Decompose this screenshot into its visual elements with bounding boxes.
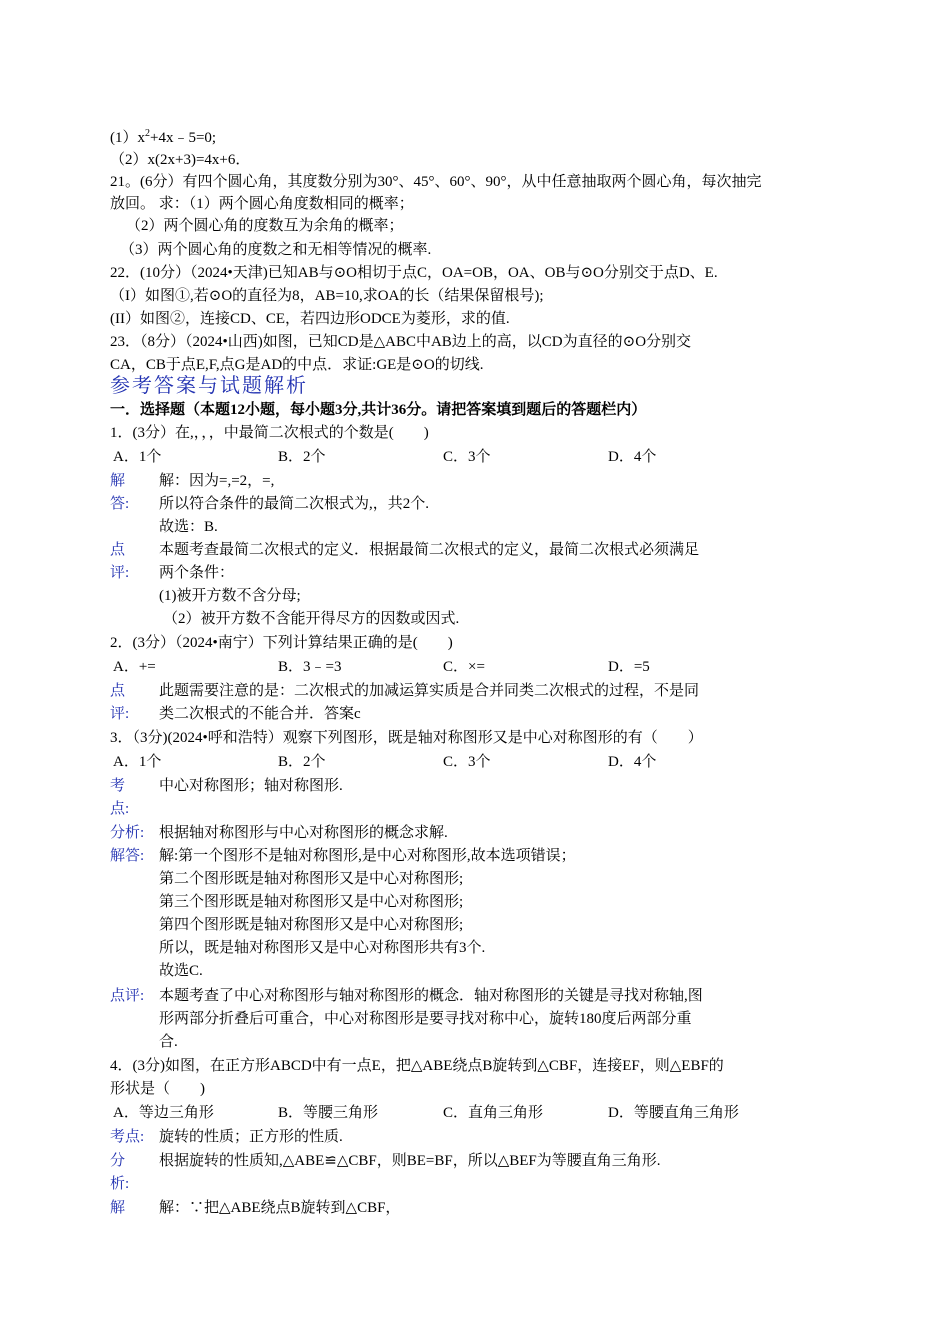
q3-solution-line: 第二个图形既是轴对称图形又是中心对称图形; [159,871,464,887]
q4-option-c: C．直角三角形 [443,1105,544,1121]
q1-stem: 1．(3分）在,，，，中最简二次根式的个数是( ) [110,425,429,441]
q3-option-b: B．2个 [278,754,326,770]
q3-comment-line: 合. [159,1034,178,1050]
q4-option-b: B．等腰三角形 [278,1105,379,1121]
q2-option-c: C．×= [443,659,485,675]
q2-comment-line: 类二次根式的不能合并．答案c [159,706,361,722]
question-21: 21。(6分）有四个圆心角，其度数分别为30°、45°、60°、90°，从中任意抽取两个圆心角，每次抽完 [110,174,762,190]
q4-keypoint-label: 考点: [110,1129,145,1145]
q4-stem-cont: 形状是（ ) [110,1081,205,1097]
q1-comment-label: 点 [110,542,126,558]
q3-solution-line: 所以，既是轴对称图形又是中心对称图形共有3个. [159,940,486,956]
line-eq2: （2）x(2x+3)=4x+6． [110,152,251,168]
q3-solution-line: 第四个图形既是轴对称图形又是中心对称图形; [159,917,464,933]
q1-answer-line: 故选：B. [159,519,218,535]
q3-option-c: C．3个 [443,754,491,770]
q1-comment-line: 本题考查最简二次根式的定义．根据最简二次根式的定义，最简二次根式必须满足 [159,542,700,558]
q4-analysis: 根据旋转的性质知,△ABE≌△CBF，则BE=BF，所以△BEF为等腰直角三角形. [159,1153,661,1169]
q2-comment-label-2: 评: [110,706,130,722]
q3-keypoint-label: 考 [110,778,126,794]
q3-keypoint-label-2: 点: [110,801,130,817]
q3-stem: 3．（3分)(2024•呼和浩特）观察下列图形，既是轴对称图形又是中心对称图形的有（ ） [110,730,703,746]
q1-option-a: A．1个 [113,449,162,465]
superscript: 2 [145,128,150,139]
q3-keypoint: 中心对称图形；轴对称图形. [159,778,343,794]
q1-option-d: D．4个 [608,449,657,465]
question-23-cont: CA，CB于点E,F,点G是AD的中点．求证:GE是⊙O的切线. [110,357,484,373]
q1-option-b: B．2个 [278,449,326,465]
question-21-part2: （2）两个圆心角的度数互为余角的概率； [126,218,404,234]
q4-option-d: D．等腰直角三角形 [608,1105,739,1121]
question-21-part3: （3）两个圆心角的度数之和无相等情况的概率. [120,242,432,258]
line-eq1: $(1)x^2+4x﹣5=0$; [110,128,217,146]
question-22-part1: （I）如图①,若⊙O的直径为8，AB=10,求OA的长（结果保留根号); [110,288,544,304]
section-title: 一．选择题（本题12小题，每小题3分,共计36分。请把答案填到题后的答题栏内） [110,402,647,418]
q1-answer-line: 解：因为=,=2，=, [159,473,275,489]
q2-stem: 2．(3分）（2024•南宁）下列计算结果正确的是( ) [110,635,453,651]
q1-answer-line: 所以符合条件的最简二次根式为,，共2个. [159,496,430,512]
q1-comment-line: （2）被开方数不含能开得尽方的因数或因式. [163,611,460,627]
q1-comment-label-2: 评: [110,565,130,581]
q3-analysis-label: 分析: [110,825,145,841]
q3-option-a: A．1个 [113,754,162,770]
q4-analysis-label-2: 析: [110,1176,130,1192]
q4-analysis-label: 分 [110,1153,126,1169]
question-21-cont: 放回。 求：（1）两个圆心角度数相同的概率； [110,196,414,212]
question-22: 22．(10分）（2024•天津)已知AB与⊙O相切于点C，OA=OB，OA、OB与⊙O分别交于点D、E. [110,265,718,281]
q2-comment-line: 此题需要注意的是：二次根式的加减运算实质是合并同类二次根式的过程，不是同 [159,683,700,699]
q4-solution-label: 解 [110,1200,126,1216]
q3-comment-line: 形两部分折叠后可重合，中心对称图形是要寻找对称中心，旋转180度后两部分重 [159,1011,692,1027]
q2-option-d: D．=5 [608,659,650,675]
q3-option-d: D．4个 [608,754,657,770]
q3-solution-label: 解答: [110,848,145,864]
q1-comment-line: (1)被开方数不含分母; [159,588,301,604]
q2-comment-label: 点 [110,683,126,699]
question-23: 23．（8分）（2024•山西)如图，已知CD是△ABC中AB边上的高，以CD为直径的⊙O分别交 [110,334,692,350]
q3-comment-label: 点评: [110,988,145,1004]
q3-solution-line: 故选C. [159,963,203,979]
question-22-part2: (II）如图②，连接CD、CE，若四边形ODCE为菱形，求的值. [110,311,510,327]
q1-answer-label: 解 [110,473,126,489]
q1-answer-label-2: 答: [110,496,130,512]
q2-option-a: A．+= [113,659,156,675]
q2-option-b: B．3﹣=3 [278,659,342,675]
answer-heading: 参考答案与试题解析 [110,373,308,397]
q3-solution-line: 第三个图形既是轴对称图形又是中心对称图形; [159,894,464,910]
q4-option-a: A．等边三角形 [113,1105,214,1121]
q3-analysis: 根据轴对称图形与中心对称图形的概念求解. [159,825,448,841]
q3-solution-line: 解:第一个图形不是轴对称图形,是中心对称图形,故本选项错误； [159,848,576,864]
q3-comment-line: 本题考查了中心对称图形与轴对称图形的概念．轴对称图形的关键是寻找对称轴,图 [159,988,703,1004]
q4-stem: 4．(3分)如图，在正方形ABCD中有一点E，把△ABE绕点B旋转到△CBF，连接EF，则△EBF的 [110,1058,724,1074]
q4-keypoint: 旋转的性质；正方形的性质. [159,1129,343,1145]
q4-solution-line: 解：∵把△ABE绕点B旋转到△CBF， [159,1200,401,1216]
q1-comment-line: 两个条件： [159,565,235,581]
q1-option-c: C．3个 [443,449,491,465]
